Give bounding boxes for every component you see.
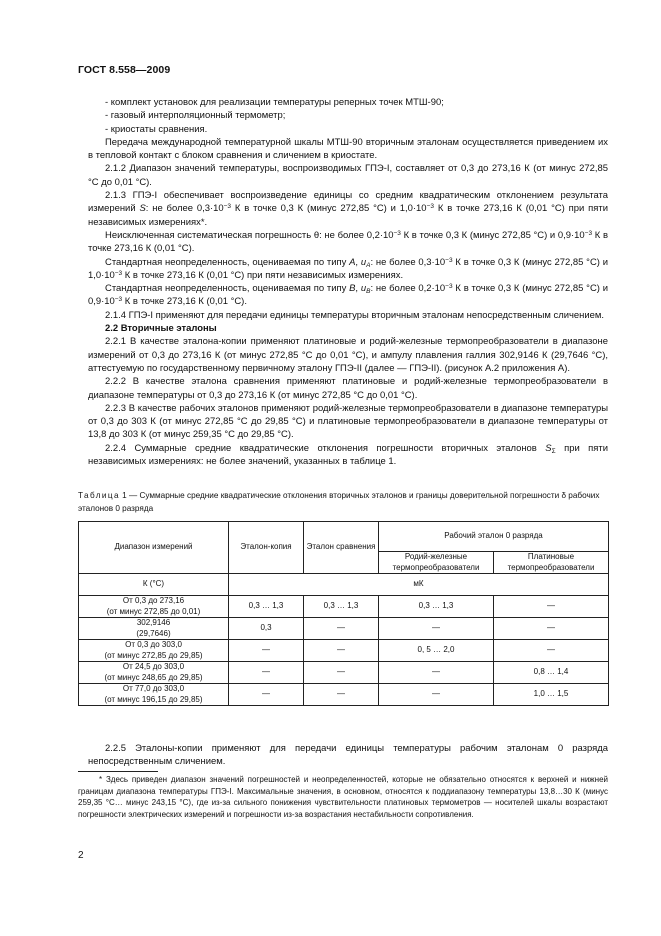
footnote-rule	[78, 771, 158, 772]
header-compare: Эталон сравнения	[304, 522, 379, 574]
list-item: - комплект установок для реализации температуры реперных точек МТШ-90;	[105, 97, 444, 108]
paragraph-2-2-1: 2.2.1 В качестве эталона-копии применяют платиновые и родий-железные термопреобразователи в диапазоне измерений от 0,3 до 273,16 К (от минус 272,85 °С до 0,01 °С), и ампулу плавления галлия 302,9146 К (29,7646 °С), аттестуемую по государственному первичному эталону ГПЭ-II (далее — ГПЭ-II). (рисунок А.2 приложения А).	[88, 336, 608, 374]
header-range: Диапазон измерений	[79, 522, 229, 574]
header-rhfe: Родий-железные термопреобразователи	[379, 552, 494, 574]
table-row: От 0,3 до 273,16 (от минус 272,85 до 0,01) 0,3 … 1,3 0,3 … 1,3 0,3 … 1,3 —	[79, 596, 609, 618]
page-number: 2	[78, 850, 84, 861]
footnote: * Здесь приведен диапазон значений погрешностей и неопределенностей, которые не обязательно относятся к верхней и нижней границам диапазона температуры ГПЭ-I. Максимальные значения, в основном, относятся к поддиапазону температуры 13,8…30 К (минус 259,35 °С… минус 243,15 °С), где из-за сильного понижения чувствительности платиновых термометров — носителей шкалы возрастают погрешности электрических измерений и погрешности из-за возрастания нестабильности сопротивления.	[78, 775, 608, 819]
page-header: ГОСТ 8.558—2009	[78, 64, 171, 76]
section-heading: 2.2 Вторичные эталоны	[105, 323, 217, 335]
paragraph-transfer: Передача международной температурной шкалы МТШ-90 вторичным эталонам осуществляется приведением их в тепловой контакт с блоком сравнения и сличением в криостате.	[88, 136, 608, 162]
units-value: мК	[229, 574, 609, 596]
table-row: От 0,3 до 303,0 (от минус 272,85 до 29,85) — — 0, 5 … 2,0 —	[79, 640, 609, 662]
units-range: К (°С)	[79, 574, 229, 596]
table-row: От 24,5 до 303,0 (от минус 248,65 до 29,85) — — — 0,8 … 1,4	[79, 662, 609, 684]
paragraph-2-1-2: 2.1.2 Диапазон значений температуры, воспроизводимых ГПЭ-I, составляет от 0,3 до 273,16 К (от минус 272,85 °С до 0,01 °С).	[88, 163, 608, 188]
header-copy: Эталон-копия	[229, 522, 304, 574]
paragraph-uncertainty-b: Стандартная неопределенность, оцениваемая по типу В, $u_B$: не более $0,2\cdot 10^{-3}$ К в точке 0,3 К (минус 272,85 °С) и $0,9\cdot 10^{-3}$ К в точке 273,16 К (0,01 °С).	[88, 283, 608, 308]
paragraph-2-1-4: 2.1.4 ГПЭ-I применяют для передачи единицы температуры вторичным эталонам непосредственным сличением.	[105, 309, 605, 321]
list-item: - криостаты сравнения.	[105, 123, 208, 135]
after-table-text	[88, 742, 608, 769]
table-row: 302,9146 (29,7646) 0,3 — — —	[79, 618, 609, 640]
error-table	[78, 521, 609, 706]
header-working: Рабочий эталон 0 разряда	[379, 522, 609, 552]
paragraph-uncertainty-a: Стандартная неопределенность, оцениваемая по типу А, $u_A$: не более $0,3\cdot 10^{-3}$ К в точке 0,3 К (минус 272,85 °С) и $1,0\cdot 10^{-3}$ К в точке 273,16 К (0,01 °С) при пяти независимых измерениях.	[88, 256, 608, 281]
paragraph-2-2-2: 2.2.2 В качестве эталона сравнения применяют платиновые и родий-железные термопреобразователи в диапазоне температуры от 0,3 до 273,16 К (от минус 272,85 °С до 0,01 °С).	[88, 376, 608, 401]
body-text	[88, 96, 608, 468]
paragraph-2-2-4: 2.2.4 Суммарные средние квадратические отклонения погрешности вторичных эталонов $S_\Sigma$ при пяти независимых измерениях: не более значений, указанных в таблице 1.	[88, 442, 608, 468]
header-pt: Платиновые термопреобразователи	[494, 552, 609, 574]
table-row: От 77,0 до 303,0 (от минус 196,15 до 29,85) — — — 1,0 … 1,5	[79, 684, 609, 706]
table-caption: Таблица 1 — Суммарные средние квадратические отклонения вторичных эталонов и границы доверительной погрешности δ рабочих эталонов 0 разряда	[78, 491, 600, 513]
list-item: - газовый интерполяционный термометр;	[105, 110, 286, 122]
paragraph-systematic-error: Неисключенная систематическая погрешность θ: не более $0,2\cdot 10^{-3}$ К в точке 0,3 К (минус 272,85 °С) и $0,9\cdot 10^{-3}$ К в точке 273,16 К (0,01 °С).	[88, 229, 608, 255]
paragraph-2-1-3: 2.1.3 ГПЭ-I обеспечивает воспроизведение единицы со средним квадратическим отклонением результата измерений S: не более $0,3\cdot 10^{-3}$ К в точке 0,3 К (минус 272,85 °С) и $1,0\cdot 10^{-3}$ К в точке 273,16 К (0,01 °С) при пяти независимых измерениях*.	[88, 190, 608, 228]
paragraph-2-2-3: 2.2.3 В качестве рабочих эталонов применяют родий-железные термопреобразователи в диапазоне температуры от 0,3 до 303 К (от минус 272,85 °С до 29,85 °С) и платиновые термопреобразователи в диапазоне температуры от 13,8 до 303 К (от минус 259,35 °С до 29,85 °С).	[88, 402, 608, 441]
paragraph-2-2-5: 2.2.5 Эталоны-копии применяют для передачи единицы температуры рабочим эталонам 0 разряда непосредственным сличением.	[88, 743, 608, 768]
